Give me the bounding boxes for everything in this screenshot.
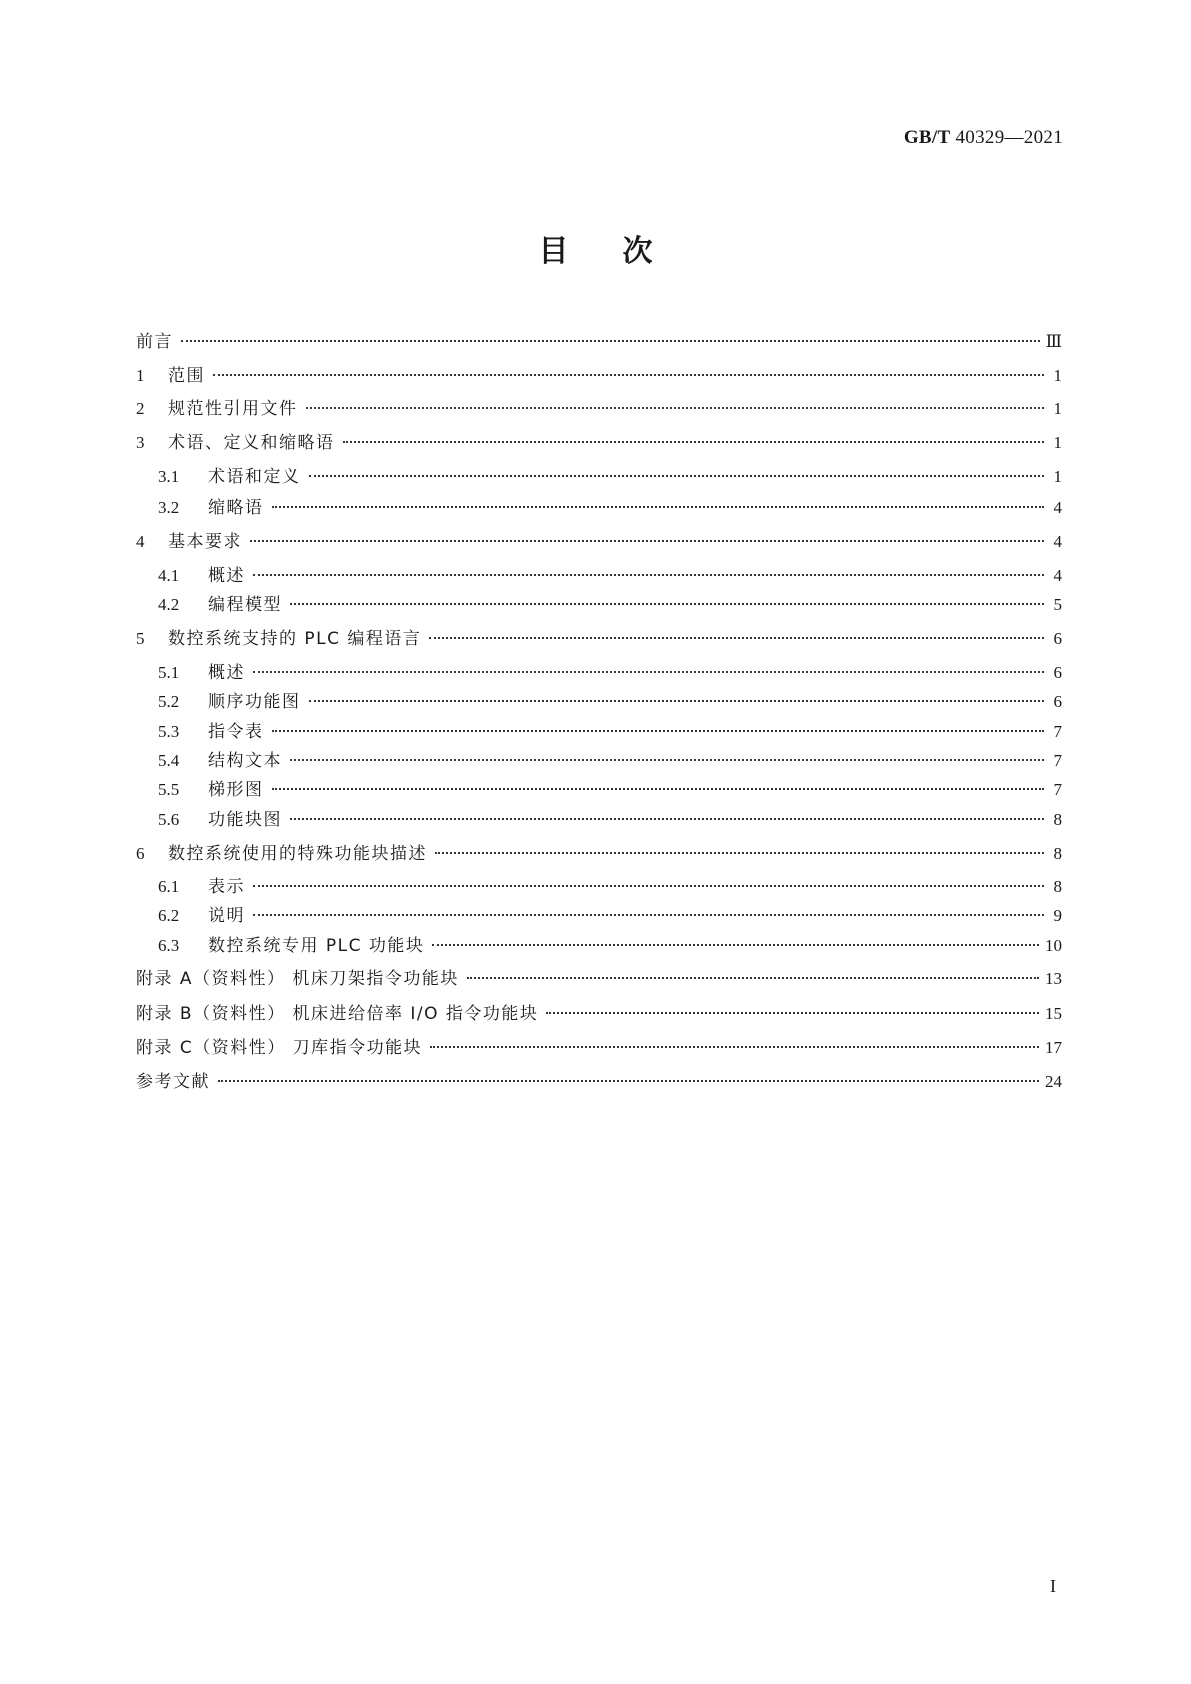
toc-entry-number: 4.2 <box>158 595 180 614</box>
toc-entry-label: 附录 B（资料性） 机床进给倍率 I/O 指令功能块 <box>136 1004 539 1024</box>
dot-leader <box>290 758 1044 761</box>
toc-entry-label: 编程模型 <box>208 595 282 615</box>
toc-entry-label: 表示 <box>208 877 245 897</box>
toc-entry-label: 概述 <box>208 663 245 683</box>
toc-entry-number: 5.5 <box>158 780 180 799</box>
toc-entry-page: 6 <box>1053 663 1062 682</box>
toc-entry-number: 5.3 <box>158 722 180 741</box>
toc-entry-number: 6.3 <box>158 936 180 955</box>
toc-entry-number: 2 <box>136 399 145 418</box>
toc-entry-page: 15 <box>1045 1004 1062 1023</box>
toc-entry-number: 4.1 <box>158 566 180 585</box>
toc-entry-page: 6 <box>1053 629 1062 648</box>
toc-entry-number: 1 <box>136 366 145 385</box>
toc-entry-label: 术语、定义和缩略语 <box>168 433 335 453</box>
standard-prefix: GB/T <box>903 127 951 148</box>
toc-entry[interactable] <box>158 493 1062 523</box>
toc-entry-page: 8 <box>1053 844 1062 863</box>
toc-entry-label: 基本要求 <box>168 532 242 552</box>
dot-leader <box>213 373 1044 376</box>
toc-entry-label: 规范性引用文件 <box>168 399 298 419</box>
dot-leader <box>309 699 1045 702</box>
toc-entry[interactable] <box>158 658 1062 688</box>
toc-entry-page: 9 <box>1053 906 1062 925</box>
toc-entry-number: 4 <box>136 532 145 551</box>
toc-entry[interactable] <box>136 839 1062 869</box>
toc-entry-page: 1 <box>1053 467 1062 486</box>
toc-entry-label: 功能块图 <box>208 810 282 830</box>
dot-leader <box>253 913 1044 916</box>
toc-entry-label: 附录 A（资料性） 机床刀架指令功能块 <box>136 969 459 989</box>
toc-entry-number: 5.4 <box>158 751 180 770</box>
toc-entry-number: 5.1 <box>158 663 180 682</box>
toc-entry-label: 范围 <box>168 366 205 386</box>
toc-entry-number: 6.1 <box>158 877 180 896</box>
toc-entry-page: 24 <box>1045 1072 1062 1091</box>
dot-leader <box>253 670 1044 673</box>
toc-entry-label: 顺序功能图 <box>208 692 301 712</box>
toc-entry-page: 1 <box>1053 433 1062 452</box>
toc-entry[interactable] <box>136 1033 1062 1063</box>
toc-entry-label: 数控系统支持的 PLC 编程语言 <box>168 629 422 649</box>
toc-entry-label: 数控系统专用 PLC 功能块 <box>208 936 425 956</box>
toc-entry-label: 概述 <box>208 566 245 586</box>
toc-entry-page: 1 <box>1053 366 1062 385</box>
toc-entry-number: 6.2 <box>158 906 180 925</box>
dot-leader <box>467 976 1039 979</box>
toc-entry[interactable] <box>136 327 1062 357</box>
toc-entry[interactable] <box>158 901 1062 931</box>
toc-entry-page: 1 <box>1053 399 1062 418</box>
dot-leader <box>290 817 1044 820</box>
page-title: 目次 <box>538 234 707 269</box>
dot-leader <box>343 440 1045 443</box>
toc-entry[interactable] <box>158 872 1062 902</box>
toc-entry-page: 7 <box>1053 722 1062 741</box>
toc-entry-number: 3.2 <box>158 498 180 517</box>
toc-entry-page: 4 <box>1053 566 1062 585</box>
toc-entry-number: 5 <box>136 629 145 648</box>
toc-entry-page: 8 <box>1053 810 1062 829</box>
toc-entry-page: Ⅲ <box>1045 332 1062 351</box>
toc-entry[interactable] <box>158 590 1062 620</box>
toc-entry-page: 6 <box>1053 692 1062 711</box>
dot-leader <box>546 1011 1039 1014</box>
toc-entry-label: 指令表 <box>208 722 264 742</box>
toc-entry-page: 5 <box>1053 595 1062 614</box>
toc-entry-label: 梯形图 <box>208 780 264 800</box>
toc-entry-label: 结构文本 <box>208 751 282 771</box>
toc-entry-label: 前言 <box>136 332 173 352</box>
toc-entry[interactable] <box>136 1067 1062 1097</box>
toc-entry[interactable] <box>158 931 1062 961</box>
toc-entry[interactable] <box>136 964 1062 994</box>
toc-entry-number: 5.2 <box>158 692 180 711</box>
dot-leader <box>250 539 1044 542</box>
toc-entry-page: 7 <box>1053 751 1062 770</box>
dot-leader <box>218 1079 1039 1082</box>
standard-number: 40329—2021 <box>955 127 1063 148</box>
toc-entry-number: 3.1 <box>158 467 180 486</box>
toc-entry-label: 数控系统使用的特殊功能块描述 <box>168 844 427 864</box>
toc-entry[interactable] <box>158 805 1062 835</box>
standard-code <box>904 127 1063 149</box>
dot-leader <box>253 573 1044 576</box>
toc-entry[interactable] <box>136 624 1062 654</box>
dot-leader <box>253 884 1044 887</box>
toc-entry[interactable] <box>158 687 1062 717</box>
dot-leader <box>309 474 1045 477</box>
dot-leader <box>432 943 1039 946</box>
toc-entry-page: 8 <box>1053 877 1062 896</box>
page-number: I <box>1050 1576 1056 1596</box>
toc-entry-label: 参考文献 <box>136 1072 210 1092</box>
dot-leader <box>430 1045 1039 1048</box>
toc-entry-number: 5.6 <box>158 810 180 829</box>
toc-entry-number: 3 <box>136 433 145 452</box>
toc-entry[interactable] <box>158 775 1062 805</box>
dot-leader <box>435 851 1044 854</box>
dot-leader <box>272 505 1045 508</box>
toc-entry-page: 4 <box>1053 532 1062 551</box>
toc-entry-page: 4 <box>1053 498 1062 517</box>
toc-entry[interactable] <box>158 462 1062 492</box>
toc-entry-label: 附录 C（资料性） 刀库指令功能块 <box>136 1038 423 1058</box>
toc-entry-page: 10 <box>1045 936 1062 955</box>
dot-leader <box>272 729 1045 732</box>
toc-entry[interactable] <box>136 428 1062 458</box>
toc-entry[interactable] <box>136 361 1062 391</box>
toc-entry-number: 6 <box>136 844 145 863</box>
dot-leader <box>429 636 1044 639</box>
toc-entry-label: 术语和定义 <box>208 467 301 487</box>
toc-entry-page: 17 <box>1045 1038 1062 1057</box>
dot-leader <box>306 406 1045 409</box>
dot-leader <box>181 339 1040 342</box>
dot-leader <box>272 787 1045 790</box>
toc-entry-label: 说明 <box>208 906 245 926</box>
toc-entry[interactable] <box>136 394 1062 424</box>
toc-entry[interactable] <box>158 746 1062 776</box>
toc-entry-page: 13 <box>1045 969 1062 988</box>
toc-entry[interactable] <box>136 999 1062 1029</box>
toc-entry[interactable] <box>158 717 1062 747</box>
toc-entry-page: 7 <box>1053 780 1062 799</box>
toc-entry-label: 缩略语 <box>208 498 264 518</box>
toc-entry[interactable] <box>158 561 1062 591</box>
toc-entry[interactable] <box>136 527 1062 557</box>
dot-leader <box>290 602 1044 605</box>
